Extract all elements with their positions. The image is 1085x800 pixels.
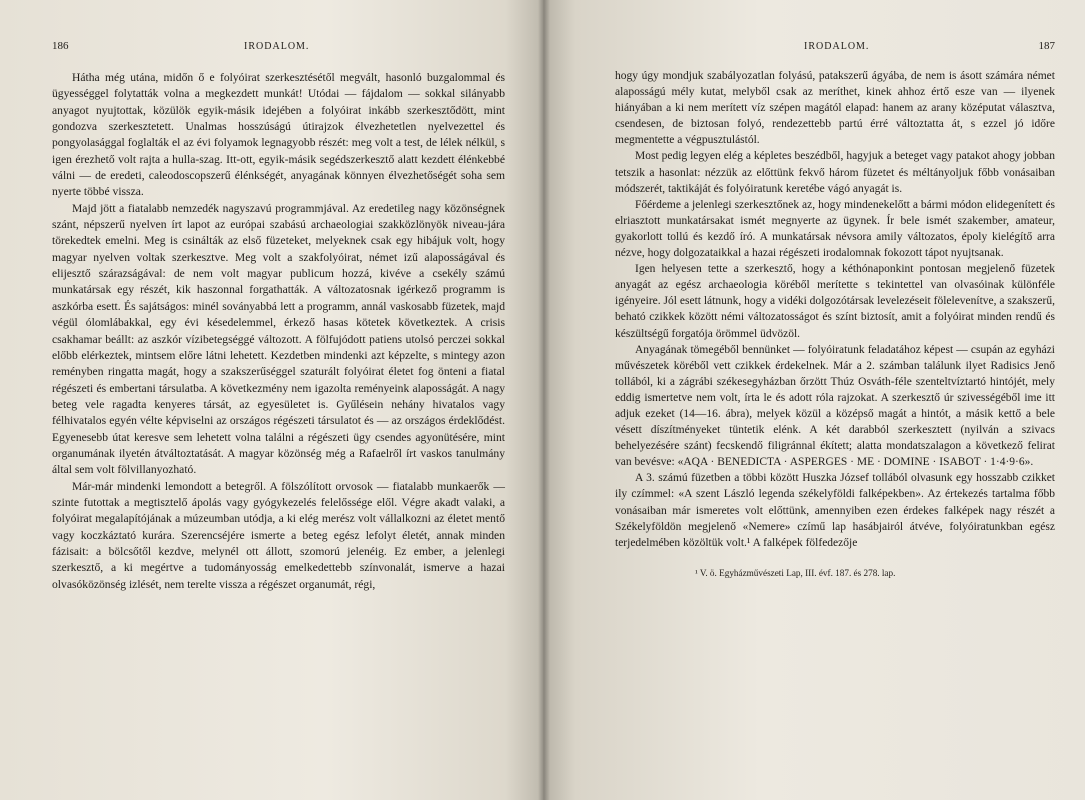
paragraph: Anyagának tömegéből bennünket — folyóiratunk feladatához képest — csupán az egyházi művészetek köréből vett czikkek érdekelnek. Már a 2. számban találunk ilyet Radisics Jenő tollából, ki a zágrábi székesegyházban őrzött Thúz Osváth-féle szenteltvíztartó hintójét, mely eddig ismertetve nem volt, írta le és adott róla rajzokat. A szerkesztő úr szivességéből ime itt adjuk ezeket (14—16. ábra), melyek közül a középső magát a hintót, a másik kettő a bele vésett díszítményeket tüntetik elénk. A két darabból szerkesztett (nyilván a szivacs behelyezésére szánt) fecskendő filigránnal ékített; alatta mondatszalagon a következő felirat van bevésve: «AQA · BENEDICTA · ASPERGES · ME · DOMINE · ISABOT · 1·4·9·6». [615,343,1055,469]
right-running-head [615,40,1055,58]
footnote: ¹ V. ö. Egyházművészeti Lap, III. évf. 187. és 278. lap. [695,567,896,578]
paragraph: Már-már mindenki lemondott a betegről. A fölszólított orvosok — fiatalabb munkaerők — szinte futottak a megtisztelő ápolás vagy gyógykezelés felelőssége elől. Végre akadt valaki, a folyóirat megalapítójának a múzeumban utódja, a ki elég merész volt vállalkozni az életet mentő vagy koczkáztató kurára. Szerencséjére ismerte a beteg egész lefolyt életét, annak minden fázisait: a bölcsőtől kezdve, melynél ott állott, szomorú jelenéig. Ez ember, a jelenlegi szerkesztő, a ki megértve a tudományosság emelkedettebb színvonalát, ismerve a hazai olvasóközönség izlését, nem terelte vissza a régészet organumát, régi, [52,479,505,591]
paragraph: Főérdeme a jelenlegi szerkesztőnek az, hogy mindenekelőtt a bármi módon elidegenített és elriasztott munkatársakat ismét megnyerte az ügynek. Ír bele ismét szakember, amateur, gyakorlott tollú és kezdő író. A munkatársak névsora amily változatos, époly kielégítő arra nézve, hogy dolgozataikkal a hazai régészeti irodalomnak fokozott tápot nyujtsanak. [615,198,1055,260]
paragraph: A 3. számú füzetben a többi között Huszka József tollából olvasunk egy hosszabb czikket ily czímmel: «A szent László legenda székelyföldi falképekben». Az értekezés tartalma főbb vonásaiban már ismeretes volt előttünk, amennyiben ezen érdekes falképek nagy részét a Székelyföldön megjelenő «Nemere» czímű lap hasábjairól átvéve, folyóiratunkban egész terjedelmében közöltük volt.¹ A falképek fölfedezője [615,472,1055,549]
paragraph: hogy úgy mondjuk szabályozatlan folyású, patakszerű ágyába, de nem is ásott számára német alaposságú mély kutat, melyből csak az meríthet, kinek ahhoz értő esze van — ilyenek hiányában a ki nem merített víz szépen magától elapad: hanem az arany középutat választva, csendesen, de biztosan folyó, rendezettebb partú érré változtatta át, s ezzel jó időre megmentette a végpusztulástól. [615,70,1055,147]
paragraph: Igen helyesen tette a szerkesztő, hogy a kéthónaponkint pontosan megjelenő füzetek anyagát az egész archaeologia köréből merítette s tekintettel van olvasóinak különféle igényeire. Jól esett látnunk, hogy a vidéki dolgozótársak levelezéseit fölelevenítve, a szakszerű, beható czikkek között némi változatosságot és színt biztosít, amit a folyóirat minden rendű és készültségű forgatója örömmel üdvözöl. [615,263,1055,340]
left-page-body [52,70,505,593]
left-running-head [52,40,505,58]
right-page-number: 187 [1038,40,1055,52]
paragraph: Most pedig legyen elég a képletes beszédből, hagyjuk a beteget vagy patakot ahogy jobban tetszik a hasonlat: nézzük az előttünk fekvő három füzetet és méltányoljuk főbb vonásaiban módszerét, taktikáját és folyóiratunk keretébe vágó anyagát is. [615,150,1055,195]
left-running-title: IRODALOM. [244,41,310,52]
right-running-title: IRODALOM. [804,41,870,52]
paragraph: Hátha még utána, midőn ő e folyóirat szerkesztésétől megvált, hasonló buzgalommal és ügyességgel folytatták volna a megkezdett munkát! Utódai — fájdalom — sokkal silányabb anyagot nyujtottak, közülök egyik-másik idejében a folyóirat inkább szerkesztődött, mint gondozva szerkesztetett. Unalmas hosszúságú útirajzok élvezhetetlen nyelvezettel és pongyolasággal foglalták el az évi folyamok legnagyobb részét: meg volt a test, de lélek nélkül, s igen érezhető volt rajta a hulla-szag. Itt-ott, egyik-másik segédszerkesztő alatt kezdett élénkebbé válni — de eredeti, caleodoscopszerű élénkségét, anyagának könnyen élvezhetőségét soha sem nyerte többé vissza. [52,71,505,199]
right-page-body [615,68,1055,551]
left-page-number: 186 [52,40,69,52]
right-page [543,0,1085,800]
paragraph: Majd jött a fiatalabb nemzedék nagyszavú programmjával. Az eredetileg nagy közönségnek szánt, népszerű nyelven írt lapot az európai szabású archaeologiai szakközlönyök niveau-jára törekedtek emelni. Meg is csinálták az első füzeteket, melyeknek csak egy hibájuk volt, hogy magyar nyelven voltak szerkesztve. Meg volt a szakfolyóirat, német izű alaposságával és elijesztő szárazságával: de nem volt magyar publicum hozzá, kivéve a csekély számú munkatársak egy részét, kik haszonnal forgathatták. A változatosnak igérkező programm is aszkórba esett. És sajátságos: minél soványabbá lett a programm, annál vaskosabb füzetek, majd végül ólomlábakkal, egy évi késedelemmel, érkező hasas kötetek következtek. A crisis csakhamar beállt: az aszkór vízibetegséggé változott. A fölfujódott patiens utolsó perczei sokkal előbb elérkeztek, mintsem előre látni lehetett. Kezdetben mindenki azt képzelte, s mintegy azon reményben ringatta magát, hogy a szakszerűséggel szaturált folyóirat életet fog önteni a fiatal régészeti és embertani társulatba. A következmény nem igazolta reményeink alaposságát. A nagy beteg vele ragadta kenyeres társát, az egyesületet is. Gyűlésein nehány hivatalos vagy félhivatalos egyén vélte képviselni az országos régészeti társulatot és — az országos érdeklődést. Egyenesebb útat keresve sem lehetett volna találni a régészeti ügy csendes agyonütésére, mint organumának ilyetén átváltoztatását. A magyar közönség még a Rafaelről írt vaskos tanulmány által sem volt fölvillanyozható. [52,201,505,477]
